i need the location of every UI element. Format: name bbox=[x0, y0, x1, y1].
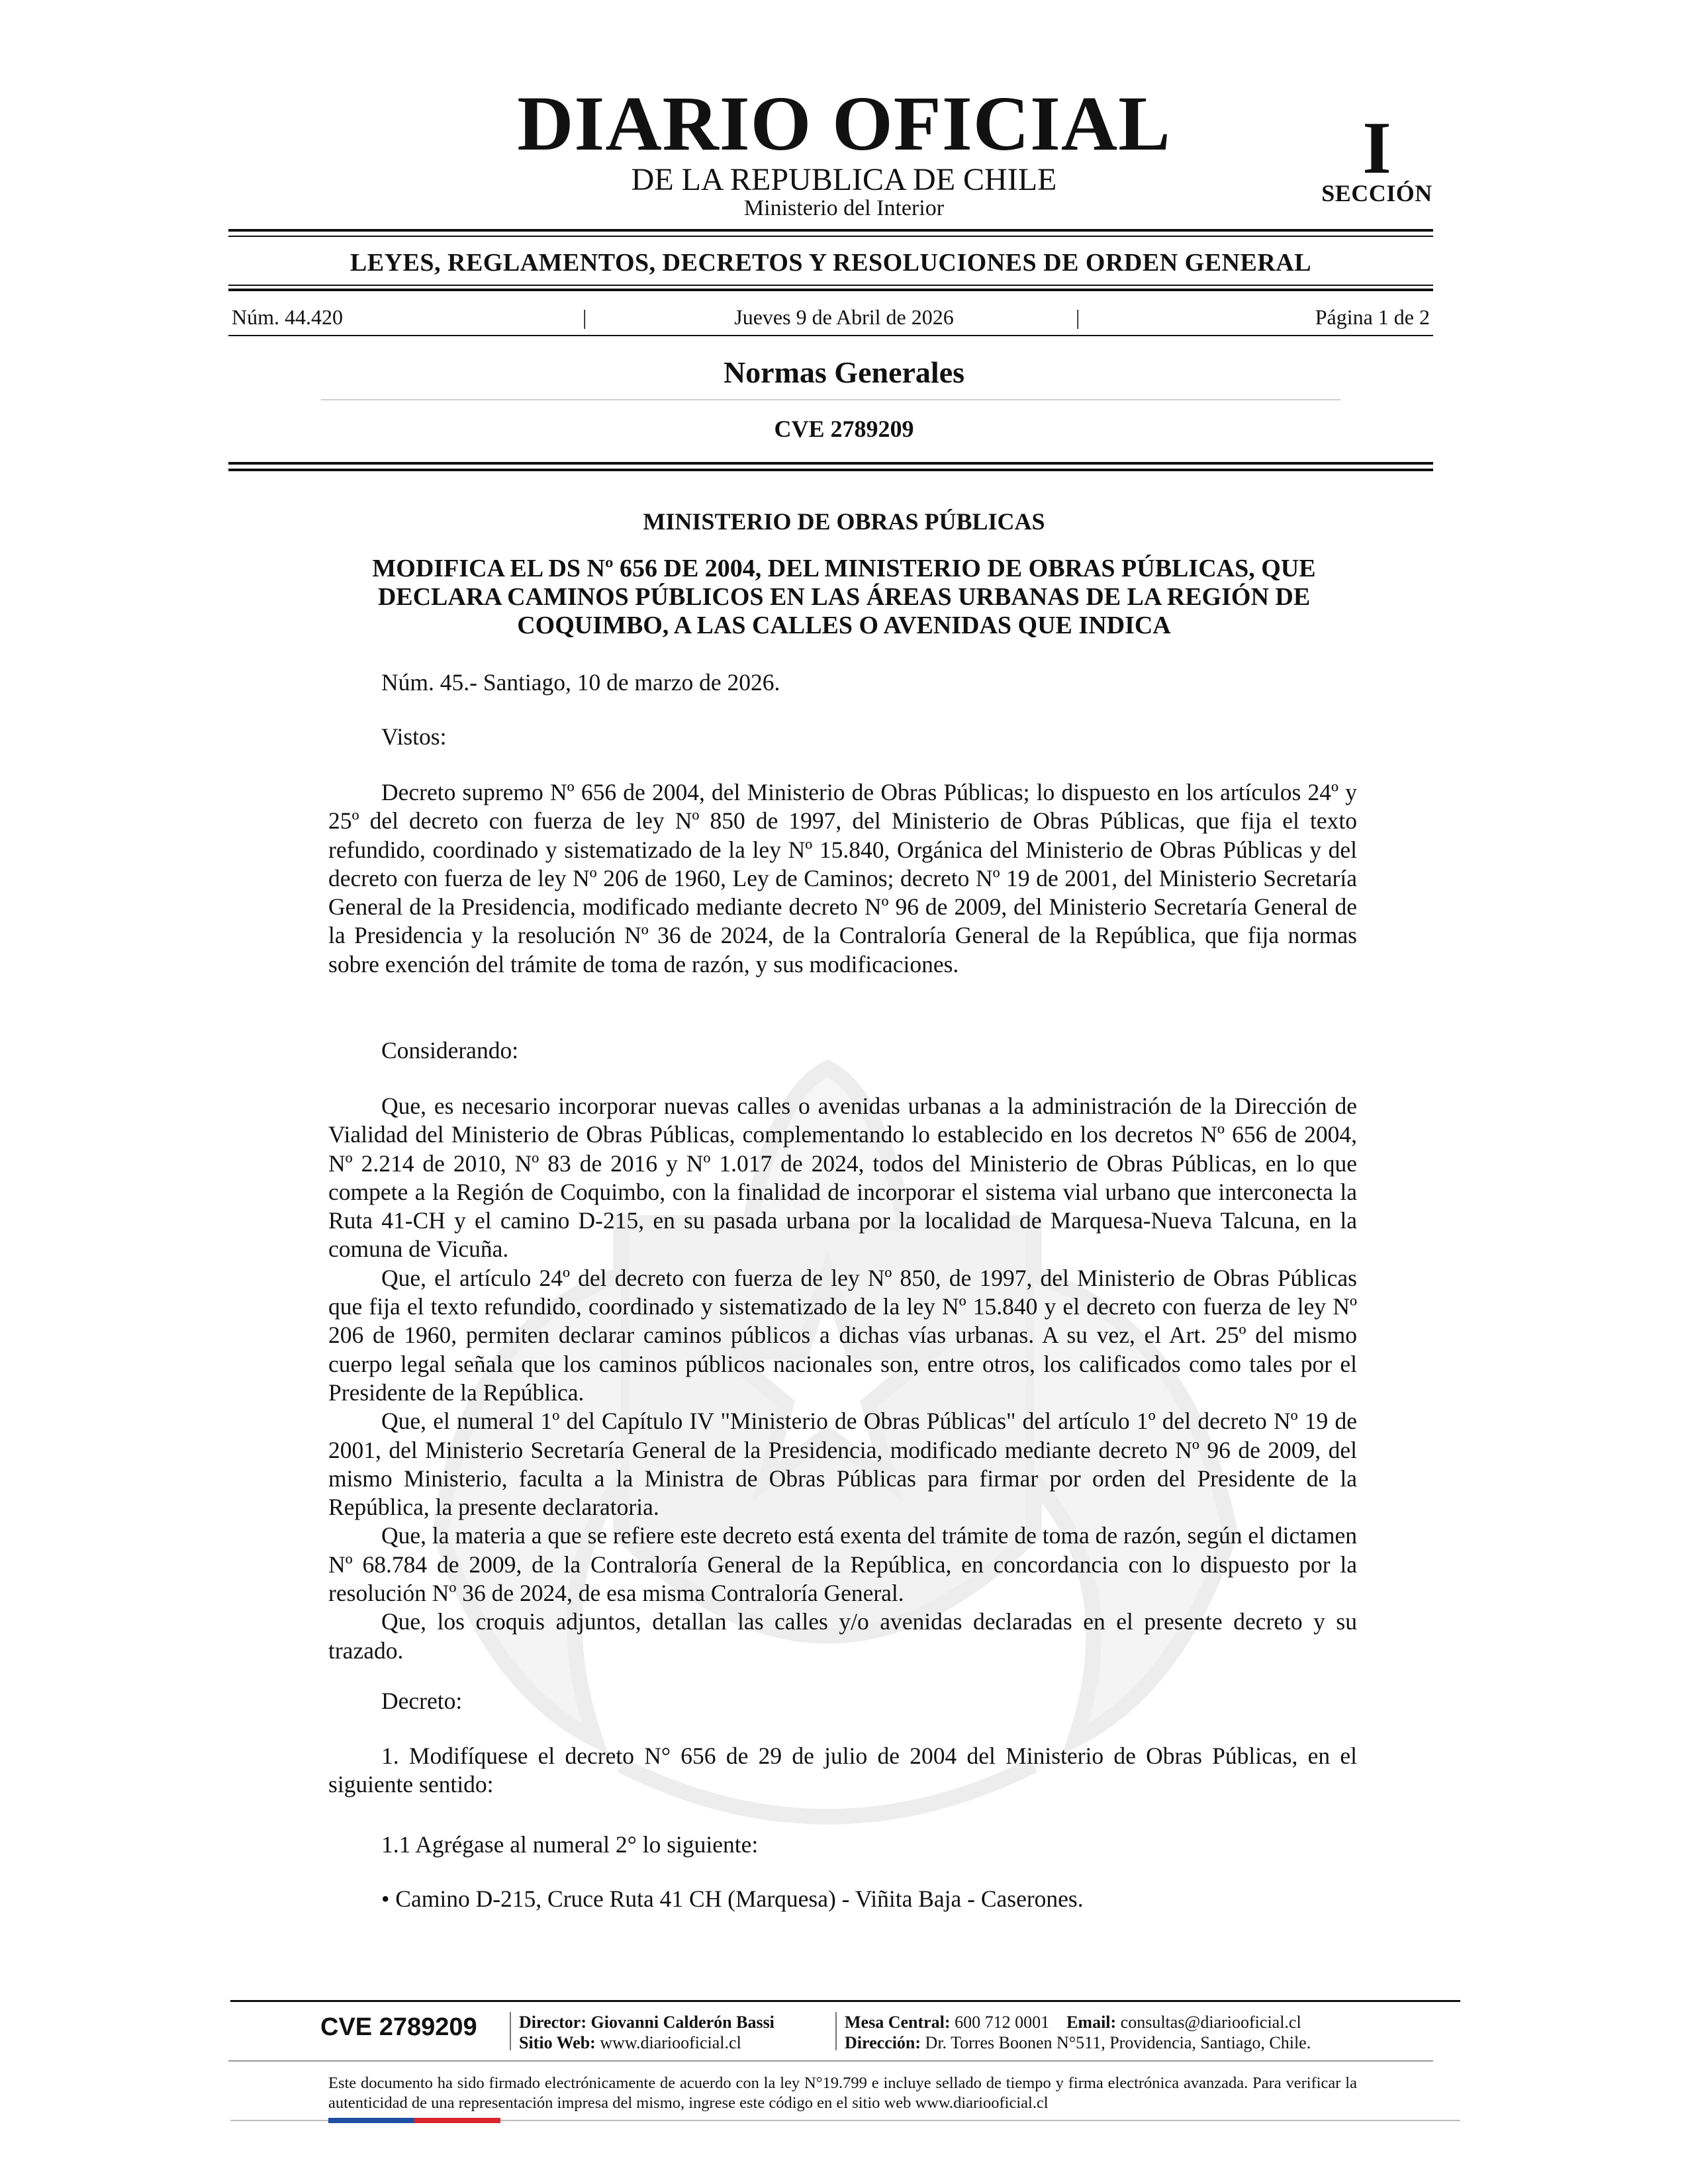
considerando-text bbox=[328, 1092, 1357, 1665]
considerando-paragraph: Que, la materia a que se refiere este decreto está exenta del trámite de toma de razón, según el dictamen Nº 68.784 de 2009, de la Contraloría General de la República, en concordancia con lo dispuesto por la resolución Nº 36 de 2024, de esa misma Contraloría General. bbox=[328, 1522, 1357, 1607]
page-indicator: Página 1 de 2 bbox=[1315, 305, 1430, 329]
info-rule bbox=[228, 335, 1433, 336]
footer-signature-note: Este documento ha sido firmado electrónicamente de acuerdo con la ley N°19.799 e incluye sellado de tiempo y firma electrónica avanzada. Para verificar la autenticidad de una representación impresa del mismo, ingrese este código en el sitio web www.diariooficial.cl bbox=[328, 2074, 1357, 2112]
category-divider bbox=[321, 399, 1340, 400]
banner-rule-thin bbox=[228, 285, 1433, 286]
newspaper-title: DIARIO OFICIAL bbox=[517, 80, 1171, 167]
masthead-rule-top-thin bbox=[228, 236, 1433, 237]
issue-separator: | bbox=[1076, 305, 1080, 329]
header-rule-bottom bbox=[228, 462, 1433, 465]
considerando-paragraph: Que, los croquis adjuntos, detallan las calles y/o avenidas declaradas en el presente decreto y su trazado. bbox=[328, 1608, 1357, 1664]
footer-rule bbox=[230, 2000, 1460, 2002]
director-label: Director: bbox=[519, 2013, 587, 2032]
decree-header-line: Núm. 45.- Santiago, 10 de marzo de 2026. bbox=[381, 669, 780, 696]
footer-director-block bbox=[519, 2012, 774, 2053]
decreto-item-1-text: 1. Modifíquese el decreto N° 656 de 29 de julio de 2004 del Ministerio de Obras Públicas, en el siguiente sentido: bbox=[328, 1743, 1357, 1798]
issuing-ministry: MINISTERIO DE OBRAS PÚBLICAS bbox=[643, 508, 1045, 535]
issue-date: Jueves 9 de Abril de 2026 bbox=[734, 305, 954, 329]
footer-cve: CVE 2789209 bbox=[320, 2013, 477, 2041]
footer-inner-rule bbox=[228, 2060, 1433, 2062]
road-list-item: • Camino D-215, Cruce Ruta 41 CH (Marquesa) - Viñita Baja - Caserones. bbox=[381, 1886, 1084, 1912]
cve-code: CVE 2789209 bbox=[774, 416, 914, 442]
vistos-label: Vistos: bbox=[381, 723, 447, 750]
footer-separator bbox=[510, 2012, 511, 2050]
newspaper-subtitle: DE LA REPUBLICA DE CHILE bbox=[631, 162, 1057, 197]
phone-number: 600 712 0001 bbox=[955, 2013, 1050, 2032]
banner-rule bbox=[228, 289, 1433, 291]
considerando-label: Considerando: bbox=[381, 1037, 519, 1064]
header-rule-bottom-2 bbox=[228, 469, 1433, 471]
address-text: Dr. Torres Boonen N°511, Providencia, Santiago, Chile. bbox=[925, 2033, 1311, 2052]
issue-number: Núm. 44.420 bbox=[232, 305, 343, 329]
flag-stripe-red bbox=[414, 2118, 500, 2123]
footer-separator bbox=[835, 2012, 837, 2050]
decreto-item-1-1: 1.1 Agrégase al numeral 2° lo siguiente: bbox=[381, 1831, 759, 1858]
site-url[interactable]: www.diariooficial.cl bbox=[600, 2033, 741, 2052]
footer-contact-block bbox=[845, 2012, 1311, 2053]
considerando-paragraph: Que, el artículo 24º del decreto con fuerza de ley Nº 850, de 1997, del Ministerio de Obras Públicas que fija el texto refundido, coordinado y sistematizado de la ley Nº 15.840 y el decreto con fuerza de ley Nº 206 de 1960, permiten declarar caminos públicos a dichas vías urbanas. A su vez, el Art. 25º del mismo cuerpo legal señala que los caminos públicos nacionales son, entre otros, los calificados como tales por el Presidente de la República. bbox=[328, 1264, 1357, 1406]
decreto-item-1 bbox=[328, 1742, 1357, 1799]
email-label: Email: bbox=[1066, 2013, 1117, 2032]
section-banner: LEYES, REGLAMENTOS, DECRETOS Y RESOLUCIONES DE ORDEN GENERAL bbox=[350, 249, 1312, 277]
section-number: I bbox=[1362, 107, 1391, 189]
masthead-rule-top bbox=[228, 229, 1433, 232]
considerando-paragraph: Que, el numeral 1º del Capítulo IV "Ministerio de Obras Públicas" del artículo 1º del decreto Nº 19 de 2001, del Ministerio Secretaría General de la Presidencia, modificado mediante decreto Nº 96 de 2009, del mismo Ministerio, faculta a la Ministra de Obras Públicas para firmar por orden del Presidente de la República, la presente declaratoria. bbox=[328, 1408, 1357, 1521]
site-label: Sitio Web: bbox=[519, 2033, 596, 2052]
phone-label: Mesa Central: bbox=[845, 2013, 951, 2032]
decree-title: MODIFICA EL DS Nº 656 DE 2004, DEL MINISTERIO DE OBRAS PÚBLICAS, QUE DECLARA CAMINOS PÚBLICOS EN LAS ÁREAS URBANAS DE LA REGIÓN DE COQUIMBO, A LAS CALLES O AVENIDAS QUE INDICA bbox=[372, 555, 1316, 639]
newspaper-ministry: Ministerio del Interior bbox=[743, 196, 945, 220]
issue-separator: | bbox=[583, 305, 587, 329]
flag-stripe-blue bbox=[328, 2118, 414, 2123]
director-name: Giovanni Calderón Bassi bbox=[590, 2013, 774, 2032]
vistos-text bbox=[328, 778, 1357, 979]
decreto-label: Decreto: bbox=[381, 1688, 463, 1714]
considerando-paragraph: Que, es necesario incorporar nuevas calles o avenidas urbanas a la administración de la Dirección de Vialidad del Ministerio de Obras Públicas, complementando lo establecido en los decretos Nº 656 de 2004, Nº 2.214 de 2010, Nº 83 de 2016 y Nº 1.017 de 2024, todos del Ministerio de Obras Públicas, en lo que compete a la Región de Coquimbo, con la finalidad de incorporar el sistema vial urbano que interconecta la Ruta 41-CH y el camino D-215, en su pasada urbana por la localidad de Marquesa-Nueva Talcuna, en la comuna de Vicuña. bbox=[328, 1093, 1357, 1263]
section-label: SECCIÓN bbox=[1321, 180, 1432, 206]
email-address[interactable]: consultas@diariooficial.cl bbox=[1120, 2013, 1301, 2032]
category-title: Normas Generales bbox=[723, 355, 965, 389]
vistos-paragraph: Decreto supremo Nº 656 de 2004, del Ministerio de Obras Públicas; lo dispuesto en los artículos 24º y 25º del decreto con fuerza de ley Nº 850 de 1997, del Ministerio de Obras Públicas, que fija el texto refundido, coordinado y sistematizado de la ley Nº 15.840, Orgánica del Ministerio de Obras Públicas y del decreto con fuerza de ley Nº 206 de 1960, Ley de Caminos; decreto Nº 19 de 2001, del Ministerio Secretaría General de la Presidencia, modificado mediante decreto Nº 96 de 2009, del Ministerio Secretaría General de la Presidencia y la resolución Nº 36 de 2024, de la Contraloría General de la República, que fija normas sobre exención del trámite de toma de razón, y sus modificaciones. bbox=[328, 779, 1357, 978]
address-label: Dirección: bbox=[845, 2033, 921, 2052]
